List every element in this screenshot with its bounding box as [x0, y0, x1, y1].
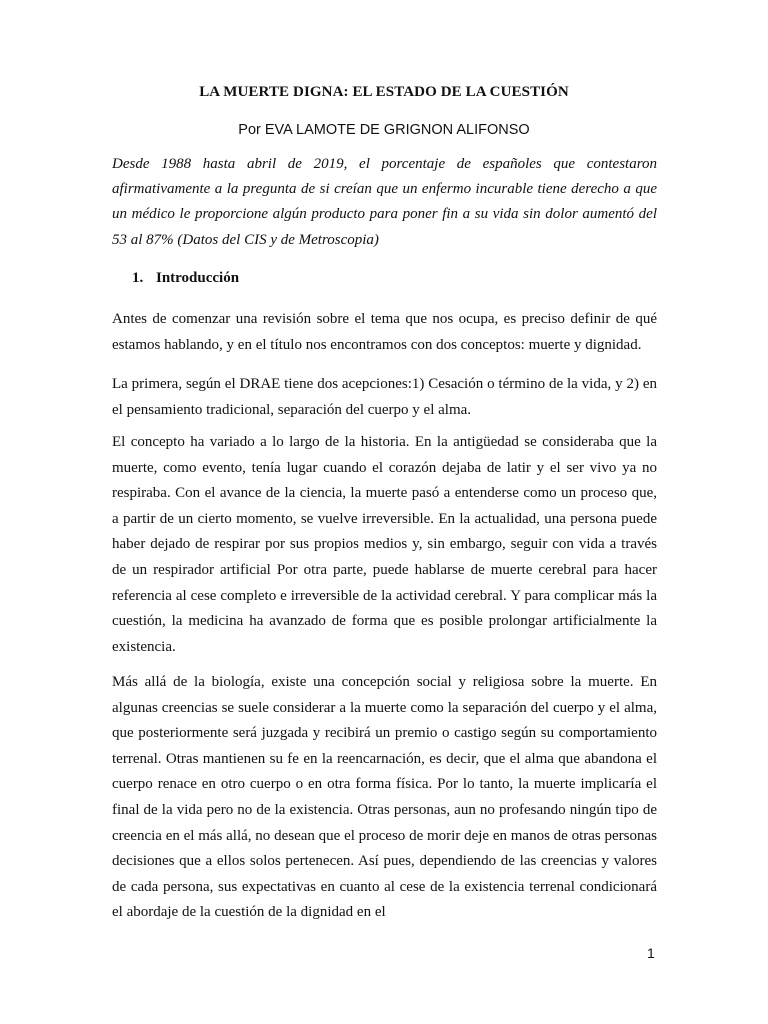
- section-heading: [132, 270, 239, 287]
- body-paragraph: Más allá de la biología, existe una concepción social y religiosa sobre la muerte. En algunas creencias se suele considerar a la muerte como la separación del cuerpo y el alma, que posteriormente será juzgada y recibirá un premio o castigo según su comportamiento terrenal. Otras mantienen su fe en la reencarnación, es decir, que el alma que abandona el cuerpo renace en otro cuerpo o en otra forma física. Por lo tanto, la muerte implicaría el final de la vida pero no de la existencia. Otras personas, aun no profesando ningún tipo de creencia en el más allá, no desean que el proceso de morir deje en manos de otras personas decisiones que a ellos solos pertenecen. Así pues, dependiendo de las creencias y valores de cada persona, sus expectativas en cuanto al cese de la existencia terrenal condicionará el abordaje de la cuestión de la dignidad en el: [112, 674, 657, 921]
- body-paragraph: El concepto ha variado a lo largo de la historia. En la antigüedad se consideraba que la muerte, como evento, tenía lugar cuando el corazón dejaba de latir y el ser vivo ya no respiraba. Con el avance de la ciencia, la muerte pasó a entenderse como un proceso que, a partir de un cierto momento, se vuelve irreversible. En la actualidad, una persona puede haber dejado de respirar por sus propios medios y, sin embargo, seguir con vida a través de un respirador artificial Por otra parte, puede hablarse de muerte cerebral para hacer referencia al cese completo e irreversible de la actividad cerebral. Y para complicar más la cuestión, la medicina ha avanzado de forma que es posible prolongar artificialmente la existencia.: [112, 434, 657, 655]
- page-number: 1: [647, 945, 655, 961]
- body-paragraph: Antes de comenzar una revisión sobre el tema que nos ocupa, es preciso definir de qué estamos hablando, y en el título nos encontramos con dos conceptos: muerte y dignidad.: [112, 311, 657, 353]
- abstract-paragraph: Desde 1988 hasta abril de 2019, el porcentaje de españoles que contestaron afirmativamente a la pregunta de si creían que un enfermo incurable tiene derecho a que un médico le proporcione algún producto para poner fin a su vida sin dolor aumentó del 53 al 87% (Datos del CIS y de Metroscopia): [112, 156, 657, 248]
- section-number: 1.: [132, 270, 144, 286]
- document-author: Por EVA LAMOTE DE GRIGNON ALIFONSO: [238, 122, 530, 138]
- section-title: Introducción: [156, 270, 240, 286]
- document-title: LA MUERTE DIGNA: EL ESTADO DE LA CUESTIÓN: [199, 84, 569, 100]
- body-paragraph: La primera, según el DRAE tiene dos acepciones:1) Cesación o término de la vida, y 2) en el pensamiento tradicional, separación del cuerpo y el alma.: [112, 376, 657, 418]
